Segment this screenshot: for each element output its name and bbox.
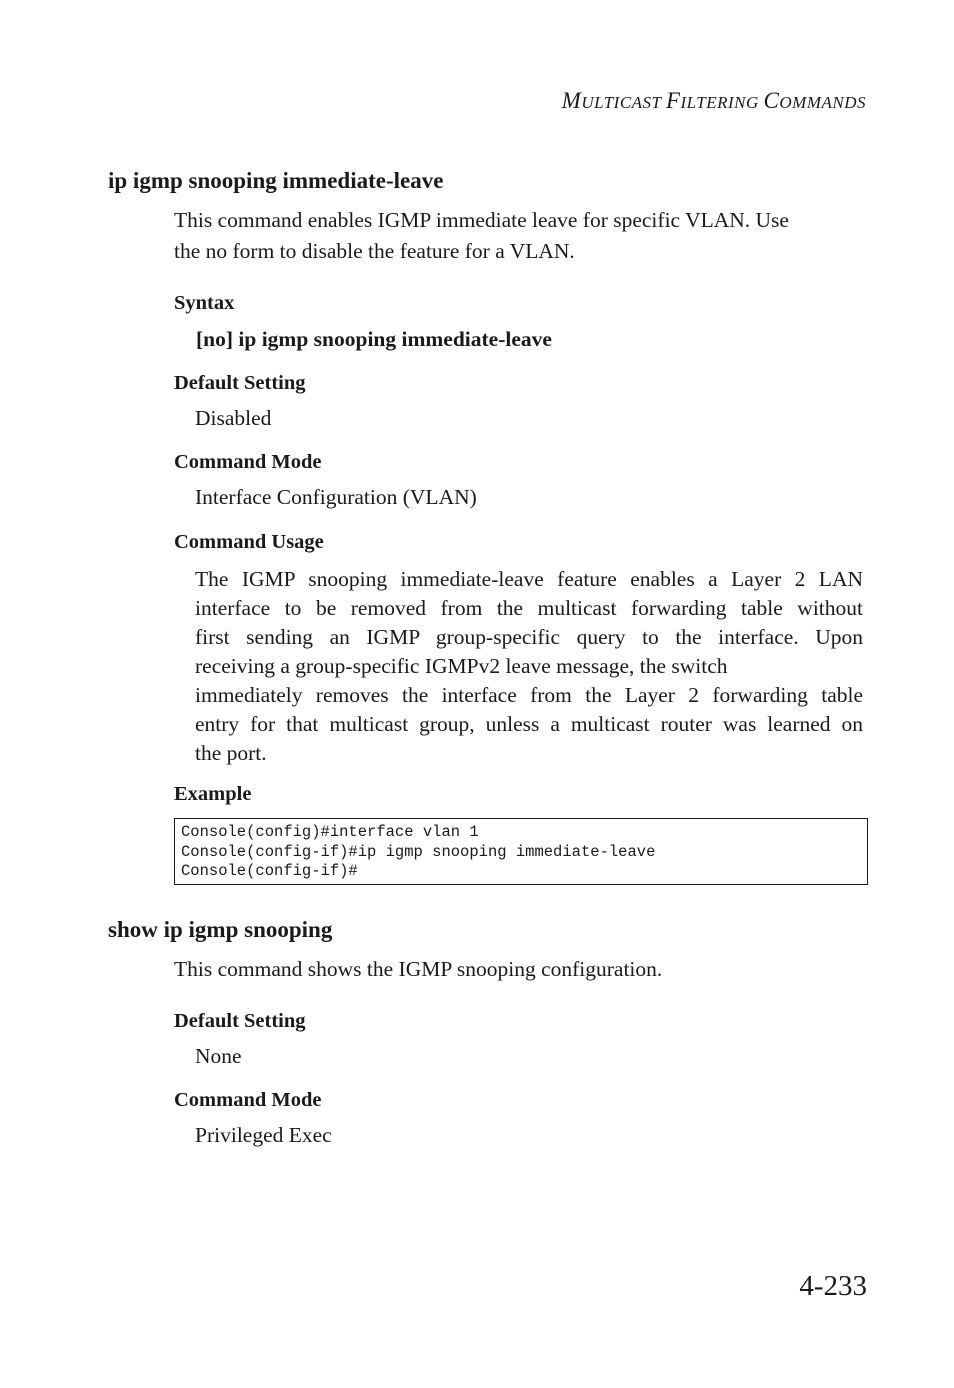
example-code-box (174, 818, 868, 885)
code-line: Console(config-if)#ip igmp snooping immediate-leave (181, 842, 656, 861)
intro-line: the no form to disable the feature for a VLAN. (174, 239, 575, 263)
running-header (562, 88, 866, 114)
page-number: 4-233 (799, 1270, 867, 1302)
command-mode-value: Privileged Exec (195, 1123, 332, 1147)
command-mode-value: Interface Configuration (VLAN) (195, 485, 477, 509)
syntax-text: [no] ip igmp snooping immediate-leave (196, 327, 552, 351)
section-intro: This command shows the IGMP snooping configuration. (174, 957, 663, 981)
default-setting-value: None (195, 1044, 242, 1068)
default-setting-heading: Default Setting (174, 372, 306, 394)
usage-line: the port. (195, 741, 267, 765)
command-usage-heading: Command Usage (174, 531, 324, 553)
usage-line: entry for that multicast group, unless a multicast router was learned on (195, 712, 863, 736)
section-title-immediate-leave: ip igmp snooping immediate-leave (108, 168, 444, 193)
usage-line: interface to be removed from the multicast forwarding table without (195, 596, 863, 620)
running-header-word-3: COMMANDS (763, 88, 866, 113)
code-line: Console(config-if)# (181, 862, 358, 880)
section-intro (174, 205, 864, 267)
syntax-heading: Syntax (174, 292, 235, 314)
intro-line: This command enables IGMP immediate leave for specific VLAN. Use (174, 208, 789, 232)
code-line: Console(config)#interface vlan 1 (181, 823, 479, 841)
command-usage-text (195, 565, 863, 768)
example-heading: Example (174, 783, 252, 805)
usage-line: receiving a group-specific IGMPv2 leave message, the switch (195, 654, 728, 678)
usage-line: first sending an IGMP group-specific query to the interface. Upon (195, 625, 863, 649)
default-setting-heading: Default Setting (174, 1010, 306, 1032)
command-mode-heading: Command Mode (174, 451, 322, 473)
usage-line: The IGMP snooping immediate-leave feature enables a Layer 2 LAN (195, 567, 863, 591)
section-title-show-snooping: show ip igmp snooping (108, 917, 333, 942)
running-header-word-2: FILTERING (665, 88, 764, 113)
default-setting-value: Disabled (195, 406, 272, 430)
running-header-word-1: MULTICAST (561, 88, 666, 113)
usage-line: immediately removes the interface from the Layer 2 forwarding table (195, 683, 863, 707)
command-mode-heading: Command Mode (174, 1089, 322, 1111)
